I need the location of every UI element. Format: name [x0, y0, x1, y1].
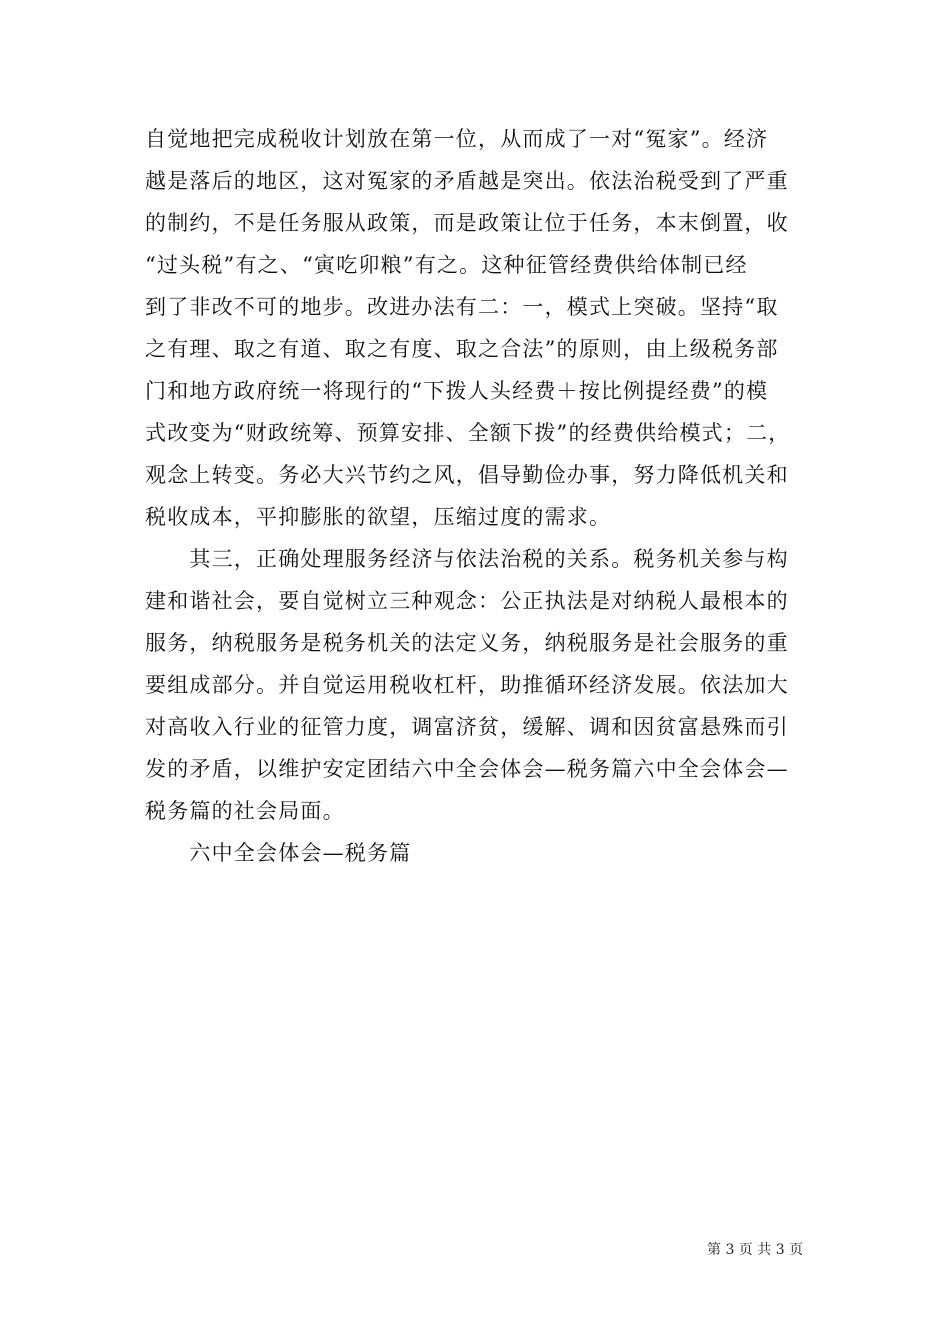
text-line: 对高收入行业的征管力度，调富济贫，缓解、调和因贫富悬殊而引 — [145, 715, 789, 739]
text-line: 越是落后的地区，这对冤家的矛盾越是突出。依法治税受到了严重 — [145, 169, 789, 193]
text-line: 自觉地把完成税收计划放在第一位，从而成了一对“冤家”。经济 — [145, 127, 769, 151]
text-line: 六中全会体会—税务篇 — [145, 841, 412, 865]
text-line: 式改变为“财政统筹、预算安排、全额下拨”的经费供给模式；二， — [145, 421, 791, 445]
text-line: 之有理、取之有道、取之有度、取之合法”的原则，由上级税务部 — [145, 337, 779, 361]
text-line: 到了非改不可的地步。改进办法有二：一，模式上突破。坚持“取 — [145, 295, 779, 319]
text-line: 建和谐社会，要自觉树立三种观念：公正执法是对纳税人最根本的 — [145, 589, 789, 613]
page-number: 第 3 页 共 3 页 — [707, 1242, 804, 1258]
text-line: 门和地方政府统一将现行的“下拨人头经费＋按比例提经费”的模 — [145, 379, 769, 403]
text-line: 服务，纳税服务是税务机关的法定义务，纳税服务是社会服务的重 — [145, 631, 789, 655]
text-line: 观念上转变。务必大兴节约之风，倡导勤俭办事，努力降低机关和 — [145, 463, 789, 487]
body-text — [145, 118, 825, 874]
text-line: 发的矛盾，以维护安定团结六中全会体会—税务篇六中全会体会— — [145, 757, 789, 781]
text-line: 税务篇的社会局面。 — [145, 799, 345, 823]
text-line: 要组成部分。并自觉运用税收杠杆，助推循环经济发展。依法加大 — [145, 673, 789, 697]
text-line: 税收成本，平抑膨胀的欲望，压缩过度的需求。 — [145, 505, 612, 529]
text-line: 的制约，不是任务服从政策，而是政策让位于任务，本末倒置，收 — [145, 211, 789, 235]
text-line: 其三，正确处理服务经济与依法治税的关系。税务机关参与构 — [145, 547, 789, 571]
text-line: “过头税”有之、“寅吃卯粮”有之。这种征管经费供给体制已经 — [145, 253, 748, 277]
